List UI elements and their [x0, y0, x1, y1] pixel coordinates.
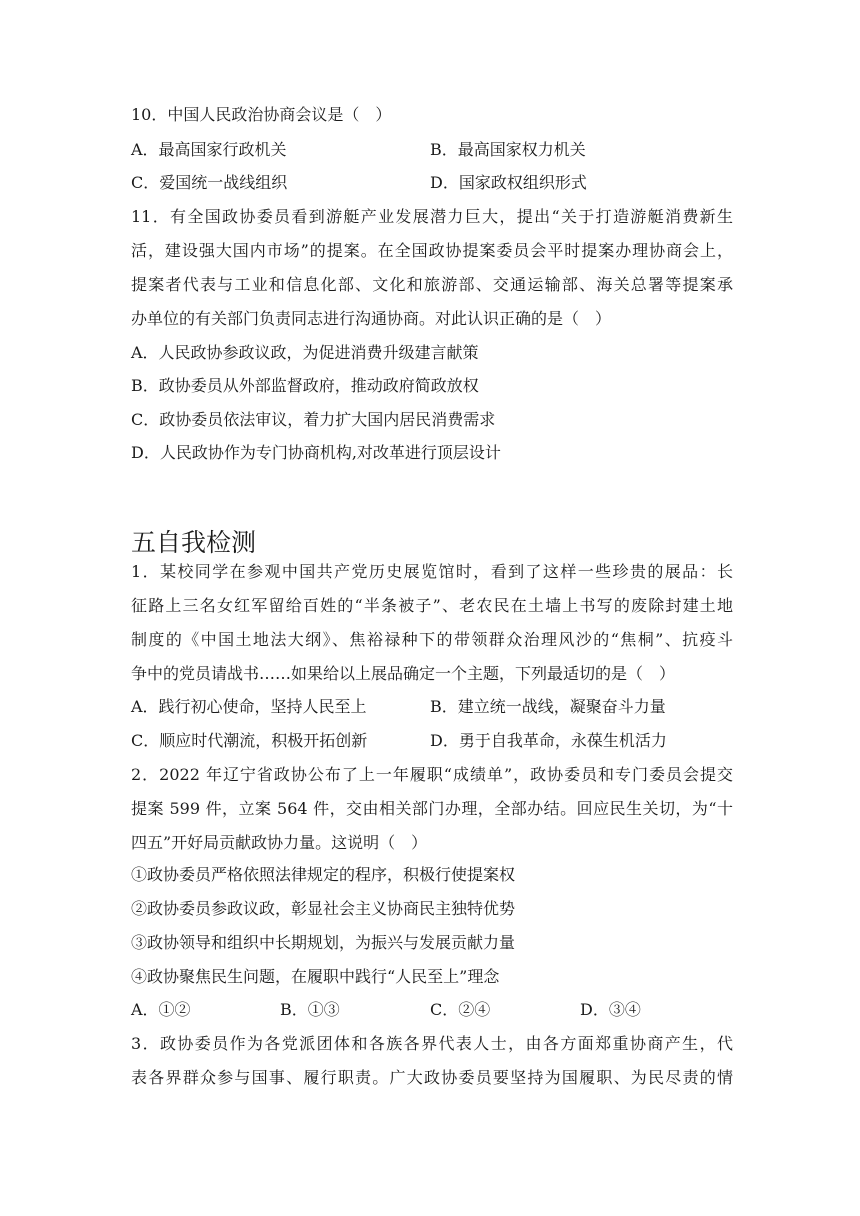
s3-stem-line-1: 3．政协委员作为各党派团体和各族各界代表人士，由各方面郑重协商产生，代: [131, 1034, 733, 1053]
s2-item-1: ①政协委员严格依照法律规定的程序，积极行使提案权: [131, 865, 516, 884]
s1-stem-line-2: 征路上三名女红军留给百姓的“半条被子”、老农民在土墙上书写的废除封建土地: [131, 596, 733, 615]
s1-option-c: C．顺应时代潮流，积极开拓创新: [131, 731, 368, 750]
q10-stem: 10．中国人民政治协商会议是（ ）: [131, 105, 392, 124]
s1-stem-line-4: 争中的党员请战书……如果给以上展品确定一个主题，下列最适切的是（ ）: [131, 664, 676, 683]
q10-option-c: C．爱国统一战线组织: [131, 173, 288, 192]
s2-option-a: A．①②: [131, 1000, 191, 1019]
q10-option-d: D．国家政权组织形式: [430, 173, 587, 192]
s2-item-4: ④政协聚焦民生问题，在履职中践行“人民至上”理念: [131, 967, 500, 986]
s2-option-d: D．③④: [580, 1000, 641, 1019]
s2-stem-line-2: 提案 599 件，立案 564 件，交由相关部门办理，全部办结。回应民生关切，为“十: [131, 799, 733, 818]
s1-option-d: D．勇于自我革命，永葆生机活力: [430, 731, 667, 750]
s1-option-b: B．建立统一战线，凝聚奋斗力量: [430, 697, 666, 716]
s2-item-2: ②政协委员参政议政，彰显社会主义协商民主独特优势: [131, 899, 516, 918]
s1-option-a: A．践行初心使命，坚持人民至上: [131, 697, 367, 716]
s3-stem-line-2: 表各界群众参与国事、履行职责。广大政协委员要坚持为国履职、为民尽责的情: [131, 1068, 733, 1087]
s2-option-c: C．②④: [430, 1000, 491, 1019]
q11-option-c: C．政协委员依法审议，着力扩大国内居民消费需求: [131, 410, 496, 429]
s2-option-b: B．①③: [280, 1000, 340, 1019]
q11-option-d: D．人民政协作为专门协商机构,对改革进行顶层设计: [131, 443, 501, 462]
s1-stem-line-1: 1．某校同学在参观中国共产党历史展览馆时，看到了这样一些珍贵的展品：长: [131, 562, 733, 581]
s2-item-3: ③政协领导和组织中长期规划，为振兴与发展贡献力量: [131, 933, 516, 952]
s2-stem-line-1: 2．2022 年辽宁省政协公布了上一年履职“成绩单”，政协委员和专门委员会提交: [131, 765, 733, 784]
q11-option-b: B．政协委员从外部监督政府，推动政府简政放权: [131, 376, 479, 395]
s2-stem-line-3: 四五”开好局贡献政协力量。这说明（ ）: [131, 833, 428, 852]
section-title: 五自我检测: [131, 528, 257, 557]
s1-stem-line-3: 制度的《中国土地法大纲》、焦裕禄种下的带领群众治理风沙的“焦桐”、抗疫斗: [131, 630, 733, 649]
q10-option-a: A．最高国家行政机关: [131, 140, 287, 159]
q11-stem-line-1: 11．有全国政协委员看到游艇产业发展潜力巨大，提出“关于打造游艇消费新生: [131, 207, 733, 226]
q10-option-b: B．最高国家权力机关: [430, 140, 586, 159]
q11-stem-line-4: 办单位的有关部门负责同志进行沟通协商。对此认识正确的是（ ）: [131, 309, 612, 328]
q11-stem-line-2: 活，建设强大国内市场”的提案。在全国政协提案委员会平时提案办理协商会上，: [131, 241, 733, 260]
q11-stem-line-3: 提案者代表与工业和信息化部、文化和旅游部、交通运输部、海关总署等提案承: [131, 275, 733, 294]
q11-option-a: A．人民政协参政议政，为促进消费升级建言献策: [131, 343, 479, 362]
